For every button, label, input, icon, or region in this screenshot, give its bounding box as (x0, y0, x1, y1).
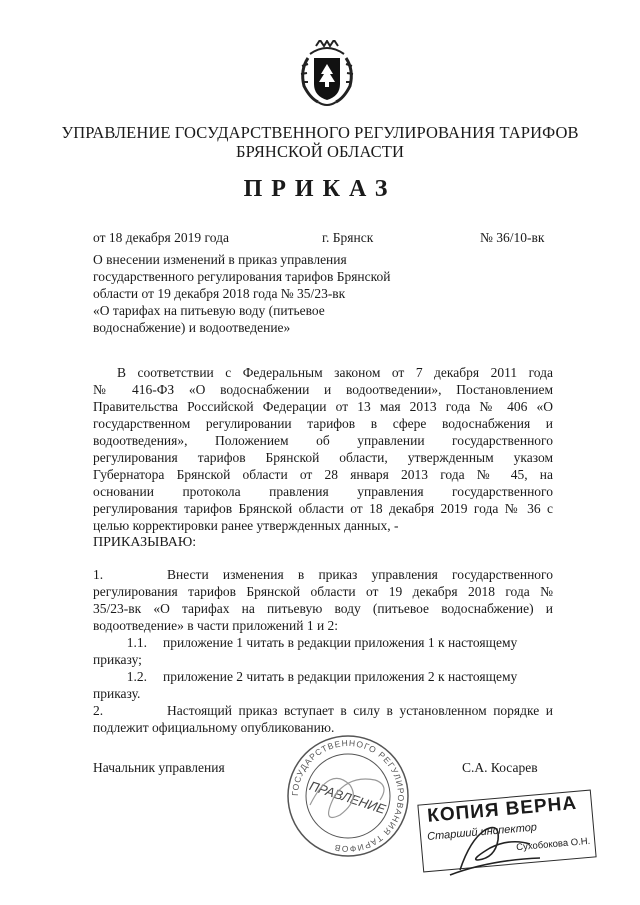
preamble-line: Губернатора Брянской области от 28 января 2013 года № 45, на (93, 467, 553, 482)
seal-ring-text: ГОСУДАРСТВЕННОГО РЕГУЛИРОВАНИЯ ТАРИФОВ (289, 737, 407, 855)
item-1-line: водоотведение» в части приложений 1 и 2: (93, 618, 339, 633)
subject-line: государственного регулирования тарифов Брянской (93, 269, 391, 284)
seal-center-text: ПРАВЛЕНИЕ (307, 778, 388, 817)
item-1-line: 1. Внести изменения в приказ управления государственного (93, 567, 553, 582)
subject-line: водоснабжение) и водоотведение» (93, 320, 291, 335)
order-word: ПРИКАЗЫВАЮ: (93, 535, 197, 550)
preamble-line: Правительства Российской Федерации от 13 мая 2013 года № 406 «О (93, 399, 553, 414)
preamble-line: регулирования тарифов Брянской области от 18 декабря 2019 года № 36 с (93, 501, 553, 516)
item-2-line: подлежит официальному опубликованию. (93, 720, 335, 735)
order-city: г. Брянск (322, 230, 374, 245)
order-date: от 18 декабря 2019 года (93, 230, 229, 245)
organization-name-line-1: УПРАВЛЕНИЕ ГОСУДАРСТВЕННОГО РЕГУЛИРОВАНИЯ ТАРИФОВ (61, 123, 579, 142)
item-2-line: 2. Настоящий приказ вступает в силу в установленном порядке и (93, 703, 553, 718)
organization-name-line-2: БРЯНСКОЙ ОБЛАСТИ (236, 142, 404, 161)
item-number: 2. (93, 703, 104, 718)
item-1-line: регулирования тарифов Брянской области от 19 декабря 2018 года № (93, 584, 553, 599)
stamp-name: Сухобокова О.Н. (515, 835, 591, 854)
order-number: № 36/10-вк (480, 230, 545, 245)
item-number: 1.2. (126, 669, 147, 684)
coat-of-arms-icon (298, 40, 356, 108)
item-1-line: 35/23-вк «О тарифах на питьевую воду (питьевое водоснабжение) и (93, 601, 553, 616)
preamble-line: В соответствии с Федеральным законом от 7 декабря 2011 года (117, 365, 553, 380)
signature-scribble-icon (280, 745, 420, 835)
item-1-1-line: 1.1. приложение 1 читать в редакции приложения 1 к настоящему (93, 634, 553, 652)
item-number: 1. (93, 567, 104, 582)
signer-position: Начальник управления (93, 760, 225, 775)
preamble-line: государственном регулировании тарифов в сфере водоснабжения и (93, 416, 553, 431)
subject-line: О внесении изменений в приказ управления (93, 252, 347, 267)
preamble-line: основании протокола правления управления государственного (93, 484, 553, 499)
subject-line: области от 19 декабря 2018 года № 35/23-вк (93, 286, 346, 301)
preamble-line: № 416-ФЗ «О водоснабжении и водоотведении», Постановлением (93, 382, 553, 397)
item-number: 1.1. (126, 635, 147, 650)
item-1-2-line: приказу. (93, 686, 141, 701)
stamp-role: Старший инспектор (426, 821, 538, 843)
preamble-line: водоотведения», Положением об управлении государственного (93, 433, 553, 448)
item-1-1-line: приказу; (93, 652, 142, 667)
subject-line: «О тарифах на питьевую воду (питьевое (93, 303, 325, 318)
signer-name: С.А. Косарев (462, 760, 538, 775)
preamble-line: целью корректировки ранее утвержденных данных, - (93, 518, 399, 533)
item-1-2-line: 1.2. приложение 2 читать в редакции приложения 2 к настоящему (93, 668, 553, 686)
stamp-title: КОПИЯ ВЕРНА (426, 792, 578, 827)
inspector-signature-icon (440, 800, 550, 880)
document-title: ПРИКАЗ (243, 176, 397, 202)
preamble-line: регулирования тарифов Брянской области, утвержденным указом (93, 450, 553, 465)
